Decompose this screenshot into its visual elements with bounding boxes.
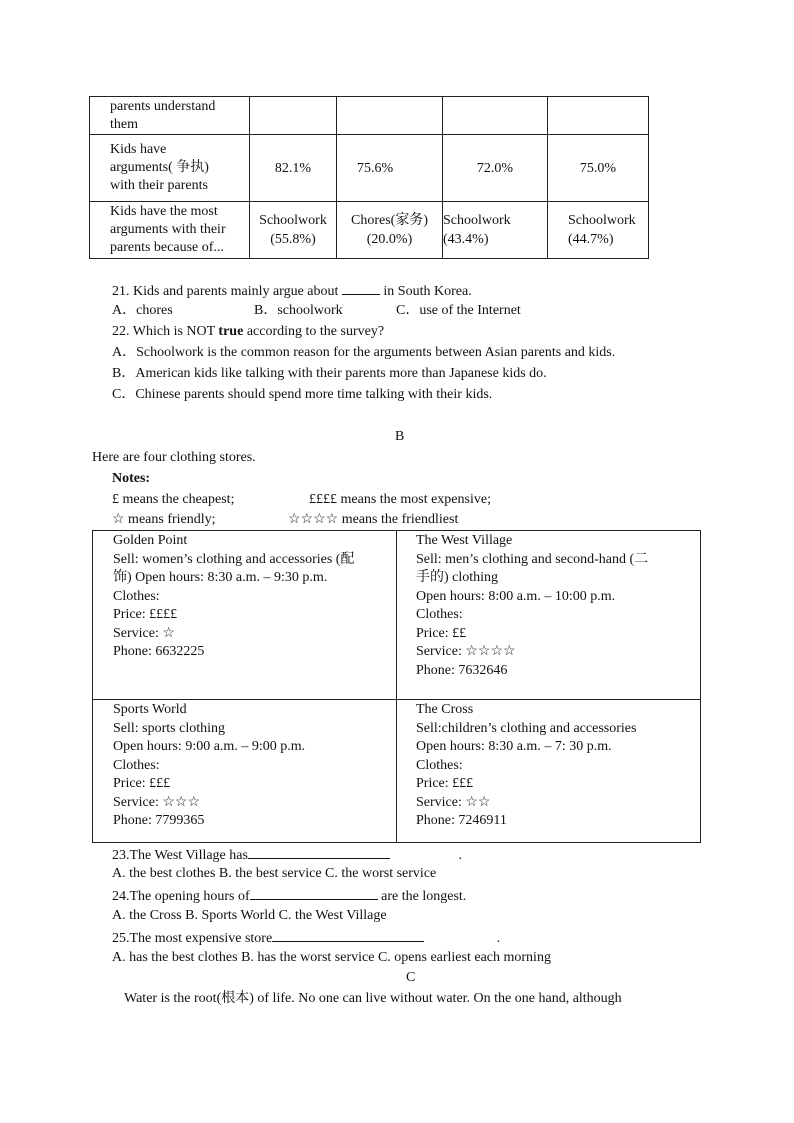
cell-line: (20.0%) (366, 232, 413, 247)
section-heading: B (395, 429, 405, 444)
store-sell: 饰) Open hours: 8:30 a.m. – 9:30 p.m. (113, 570, 328, 585)
store-sell: 手的) clothing (416, 570, 499, 585)
store-sell: Sell: sports clothing (113, 720, 225, 736)
option[interactable]: C．Chinese parents should spend more time talking with their kids. (112, 387, 493, 402)
store-name: The Cross (416, 702, 474, 717)
row-label-line: parents understand (110, 98, 216, 114)
cell-line: (44.7%) (568, 232, 614, 247)
store-price: Price: ££££ (113, 607, 178, 622)
store-clothes: Clothes: (113, 757, 160, 773)
table-cell: 75.6% (337, 135, 443, 202)
option[interactable]: C．use of the Internet (396, 303, 521, 318)
divider (93, 699, 700, 700)
store-hours: Open hours: 9:00 a.m. – 9:00 p.m. (113, 739, 306, 754)
table-cell (443, 202, 548, 259)
table-cell (250, 202, 337, 259)
store-name: Sports World (113, 702, 187, 717)
store-the-cross (416, 701, 696, 831)
question-end: . (496, 931, 501, 946)
answer-blank[interactable] (248, 844, 390, 859)
question-stem: 24.The opening hours of (112, 889, 250, 904)
question-22 (112, 322, 384, 342)
cell-line: (43.4%) (443, 232, 489, 247)
store-clothes: Clothes: (416, 757, 463, 773)
answer-blank[interactable] (342, 280, 380, 295)
notes-title: Notes: (112, 471, 151, 486)
store-service: Service: ☆☆☆☆ (416, 644, 516, 659)
store-golden-point (113, 532, 393, 662)
table-row (90, 202, 649, 259)
row-label-line: Kids have the most (110, 204, 218, 219)
table-cell: 75.0% (548, 135, 649, 202)
table-cell: 82.1% (250, 135, 337, 202)
note-line: £ means the cheapest; (112, 492, 235, 507)
store-clothes: Clothes: (416, 607, 463, 622)
row-label-line: them (110, 116, 138, 132)
question-21 (112, 280, 472, 302)
question-25-options[interactable]: A. has the best clothes B. has the worst service C. opens earliest each morning (112, 950, 551, 965)
question-24-options[interactable]: A. the Cross B. Sports World C. the West Village (112, 908, 387, 923)
option[interactable]: B．American kids like talking with their parents more than Japanese kids do. (112, 366, 547, 381)
table-cell (548, 97, 649, 135)
store-name: The West Village (416, 533, 513, 548)
question-stem: in South Korea. (383, 284, 472, 299)
table-cell (337, 97, 443, 135)
store-service: Service: ☆☆ (416, 794, 491, 810)
question-stem: 25.The most expensive store (112, 931, 273, 946)
store-sell: Sell: women’s clothing and accessories (配 (113, 551, 355, 567)
question-25 (112, 927, 500, 949)
store-sports-world (113, 701, 393, 831)
store-phone: Phone: 7632646 (416, 662, 508, 678)
question-end: are the longest. (381, 889, 467, 904)
store-clothes: Clothes: (113, 588, 160, 604)
question-stem: 23.The West Village has (112, 848, 248, 863)
table-cell (250, 97, 337, 135)
section-intro: Here are four clothing stores. (92, 450, 256, 465)
store-service: Service: ☆ (113, 625, 175, 641)
store-price: Price: ££ (416, 625, 467, 641)
survey-table (89, 96, 649, 259)
table-cell (337, 202, 443, 259)
store-sell: Sell: men’s clothing and second-hand (二 (416, 551, 649, 567)
option[interactable]: A．Schoolwork is the common reason for the arguments between Asian parents and kids. (112, 345, 616, 360)
note-line: ☆ means friendly; (112, 512, 216, 527)
store-phone: Phone: 7246911 (416, 813, 507, 828)
question-stem-emphasis: true (218, 324, 244, 339)
cell-line: Schoolwork (443, 213, 511, 228)
store-west-village (416, 532, 696, 680)
store-phone: Phone: 7799365 (113, 813, 205, 828)
row-label (90, 135, 250, 202)
question-end: . (458, 848, 462, 863)
passage-text: Water is the root(根本) of life. No one can live without water. On the one hand, although (124, 991, 622, 1006)
store-price: Price: £££ (416, 776, 474, 791)
row-label (90, 202, 250, 259)
store-service: Service: ☆☆☆ (113, 794, 201, 810)
store-sell: Sell:children’s clothing and accessories (416, 720, 637, 736)
option[interactable]: A．chores (112, 303, 173, 318)
option[interactable]: B．schoolwork (254, 303, 343, 318)
divider (396, 531, 397, 842)
answer-blank[interactable] (250, 885, 378, 900)
table-row (90, 135, 649, 202)
row-label-line: Kids have (110, 142, 167, 157)
row-label-line: arguments( 争执) (110, 160, 209, 175)
question-23 (112, 844, 462, 866)
section-heading: C (406, 970, 416, 985)
store-price: Price: £££ (113, 776, 171, 791)
store-name: Golden Point (113, 533, 188, 548)
question-21-options (112, 301, 521, 321)
table-cell: 72.0% (443, 135, 548, 202)
table-cell (443, 97, 548, 135)
table-cell (548, 202, 649, 259)
cell-line: (55.8%) (270, 232, 316, 247)
row-label (90, 97, 250, 135)
question-stem: 22. Which is NOT (112, 324, 215, 339)
store-hours: Open hours: 8:00 a.m. – 10:00 p.m. (416, 588, 616, 604)
note-line: ☆☆☆☆ means the friendliest (288, 512, 459, 527)
answer-blank[interactable] (272, 927, 424, 942)
question-stem: 21. Kids and parents mainly argue about (112, 284, 339, 299)
cell-line: Chores(家务) (351, 213, 428, 228)
question-23-options[interactable]: A. the best clothes B. the best service C. the worst service (112, 866, 437, 881)
note-line: ££££ means the most expensive; (309, 492, 491, 507)
store-phone: Phone: 6632225 (113, 644, 205, 659)
row-label-line: arguments with their (110, 222, 226, 237)
question-24 (112, 885, 466, 907)
cell-line: Schoolwork (568, 213, 636, 228)
question-stem: according to the survey? (246, 324, 385, 339)
store-hours: Open hours: 8:30 a.m. – 7: 30 p.m. (416, 739, 612, 754)
row-label-line: parents because of... (110, 240, 224, 255)
row-label-line: with their parents (110, 178, 208, 193)
cell-line: Schoolwork (259, 213, 327, 228)
table-row (90, 97, 649, 135)
stores-table (92, 530, 701, 843)
